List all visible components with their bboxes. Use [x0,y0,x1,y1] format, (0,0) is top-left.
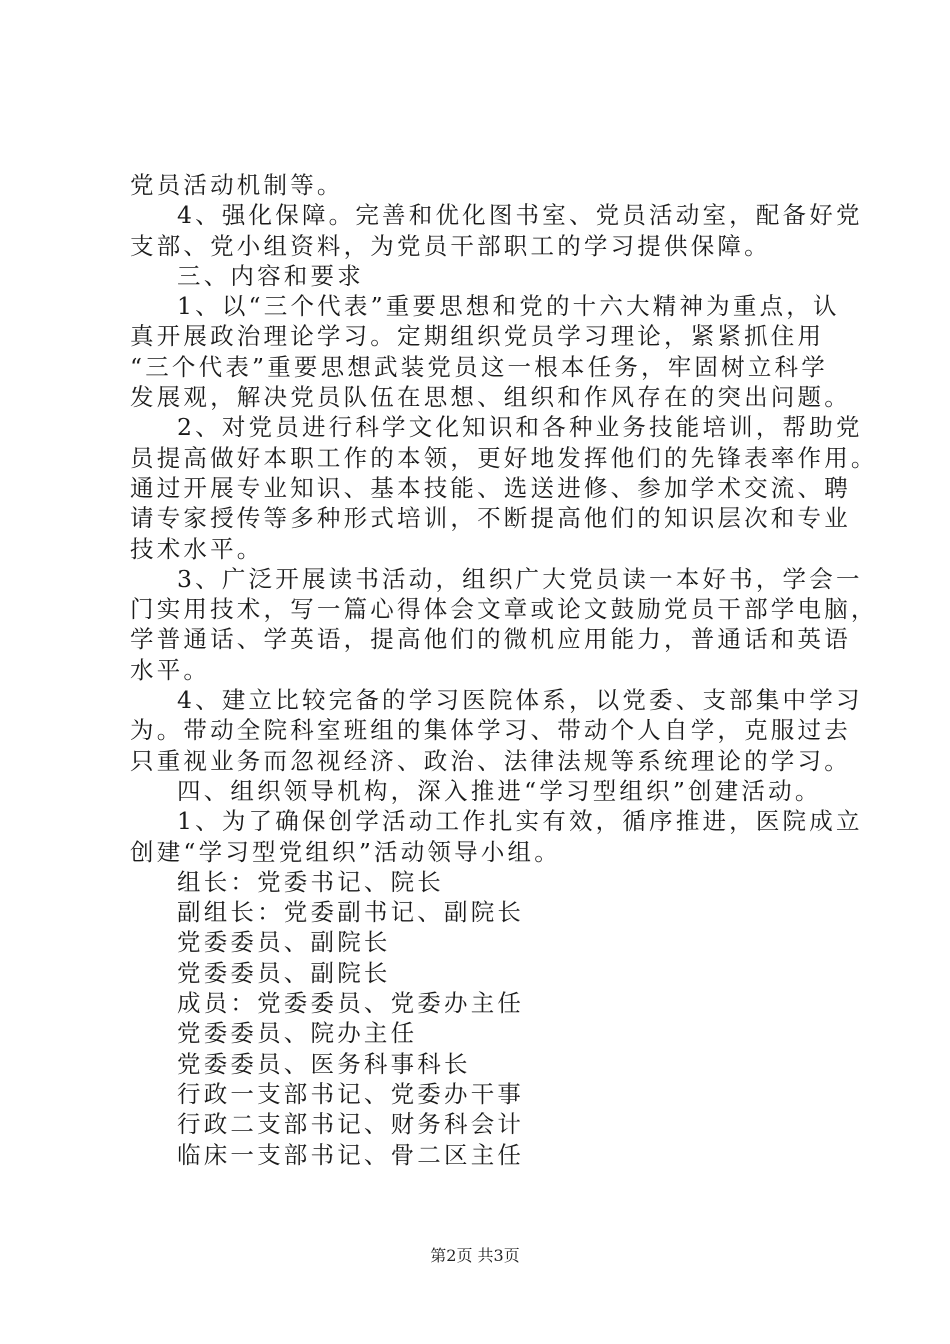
text-line: 成员：党委委员、党委办主任 [177,989,525,1018]
text-line: 技术水平。 [130,534,264,563]
page-footer: 第2页 共3页 [430,1246,520,1265]
text-line: 党委委员、副院长 [177,928,391,957]
text-line: 组长：党委书记、院长 [177,867,444,896]
text-line: 四、组织领导机构，深入推进“学习型组织”创建活动。 [177,776,822,805]
text-line: 门实用技术，写一篇心得体会文章或论文鼓励党员干部学电脑， [130,595,878,624]
text-line: 3、广泛开展读书活动，组织广大党员读一本好书，学会一 [177,564,863,593]
text-line: 行政一支部书记、党委办干事 [177,1079,525,1108]
text-line: 4、强化保障。完善和优化图书室、党员活动室，配备好党 [177,201,863,230]
text-line: 只重视业务而忽视经济、政治、法律法规等系统理论的学习。 [130,746,851,775]
text-line: 1、为了确保创学活动工作扎实有效，循序推进，医院成立 [177,807,863,836]
text-line: 1、以“三个代表”重要思想和党的十六大精神为重点，认 [177,292,840,321]
text-line: 2、对党员进行科学文化知识和各种业务技能培训，帮助党 [177,413,863,442]
text-line: 通过开展专业知识、基本技能、选送进修、参加学术交流、聘 [130,473,851,502]
text-line: 党委委员、院办主任 [177,1019,418,1048]
text-line: 临床一支部书记、骨二区主任 [177,1140,525,1169]
text-line: 党员活动机制等。 [130,171,344,199]
text-line: “三个代表”重要思想武装党员这一根本任务，牢固树立科学 [130,352,828,381]
text-line: 发展观，解决党员队伍在思想、组织和作风存在的突出问题。 [130,383,851,412]
text-line: 党委委员、医务科事科长 [177,1049,471,1078]
text-line: 行政二支部书记、财务科会计 [177,1110,525,1139]
text-line: 员提高做好本职工作的本领，更好地发挥他们的先锋表率作用。 [130,443,878,472]
text-line: 学普通话、学英语，提高他们的微机应用能力，普通话和英语 [130,625,851,654]
text-line: 党委委员、副院长 [177,958,391,987]
text-line: 为。带动全院科室班组的集体学习、带动个人自学，克服过去 [130,716,851,745]
text-line: 真开展政治理论学习。定期组织党员学习理论，紧紧抓住用 [130,322,825,351]
text-line: 副组长：党委副书记、副院长 [177,898,525,927]
text-line: 创建“学习型党组织”活动领导小组。 [130,837,561,866]
text-line: 请专家授传等多种形式培训，不断提高他们的知识层次和专业 [130,504,851,533]
document-body [130,170,878,1170]
text-line: 支部、党小组资料，为党员干部职工的学习提供保障。 [130,231,771,260]
text-line: 4、建立比较完备的学习医院体系，以党委、支部集中学习 [177,686,863,715]
text-line: 水平。 [130,655,211,684]
text-line: 三、内容和要求 [177,261,364,290]
